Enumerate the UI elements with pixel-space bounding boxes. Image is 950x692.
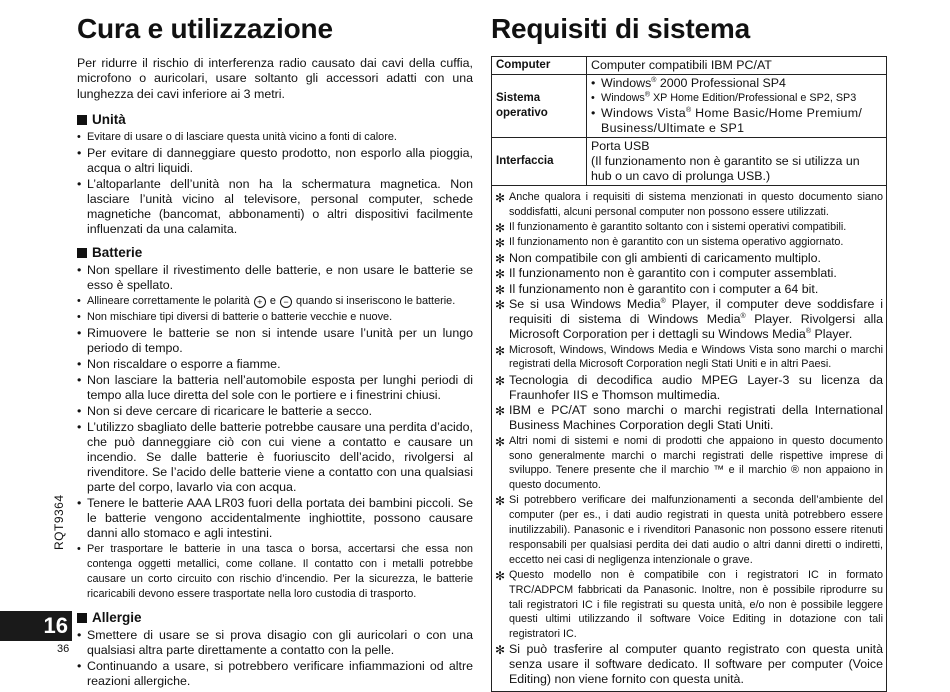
table-value: Computer compatibili IBM PC/AT (587, 57, 887, 75)
note-item: ✻ Si può trasferire al computer quanto registrato con questa unità senza usare il software dedicato. Il software per computer (Voice Editing) non viene fornito con questa unità. (495, 642, 883, 687)
square-bullet-icon (77, 613, 87, 623)
asterisk-icon: ✻ (495, 282, 506, 297)
unita-list (77, 130, 473, 237)
table-row (492, 75, 887, 138)
table-value (587, 75, 887, 138)
os-item: • Windows® 2000 Professional SP4 (591, 76, 882, 91)
asterisk-icon: ✻ (495, 251, 506, 266)
list-item: • Smettere di usare se si prova disagio con gli auricolari o con una qualsiasi altra parte direttamente a contatto con la pelle. (77, 628, 473, 658)
note-item: ✻ Se si usa Windows Media® Player, il computer deve soddisfare i requisiti di sistema di Windows Media® Player. Rivolgersi alla Microsoft Corporation per i dettagli su Windows Media® Player. (495, 297, 883, 342)
list-item: • Non riscaldare o esporre a fiamme. (77, 357, 473, 372)
note-item: ✻ Il funzionamento non è garantito con un sistema operativo aggiornato. (495, 236, 844, 251)
table-key: Sistema operativo (492, 75, 587, 138)
asterisk-icon: ✻ (495, 236, 506, 251)
list-item: • Evitare di usare o di lasciare questa unità vicino a fonti di calore. (77, 130, 473, 145)
asterisk-icon: ✻ (495, 373, 506, 388)
section-heading-unita: Unità (77, 112, 473, 128)
document-code: RQT9364 (52, 494, 66, 550)
asterisk-icon: ✻ (495, 494, 506, 509)
asterisk-icon: ✻ (495, 221, 506, 236)
asterisk-icon: ✻ (495, 404, 506, 419)
note-item: ✻ Questo modello non è compatibile con i registratori IC in formato TRC/ADPCM fabbricati da Panasonic. Inoltre, non è possibile riprodurre su tali registratori IC i file registrati su questa unità, e/o non è possibile leggere questi ultimi utilizzando il software Voice Editing in dotazione con tali registratori IC. (495, 568, 883, 641)
list-item: • Non lasciare la batteria nell’automobile esposta per lunghi periodi di tempo alla luce diretta del sole con le portiere e i finestrini chiusi. (77, 373, 473, 403)
minus-polarity-icon: − (280, 296, 292, 308)
allergie-list (77, 628, 473, 689)
page-title-care: Cura e utilizzazione (77, 13, 333, 44)
note-item: ✻ Il funzionamento è garantito soltanto con i sistemi operativi compatibili. (495, 221, 847, 236)
square-bullet-icon (77, 248, 87, 258)
section-heading-batterie: Batterie (77, 245, 473, 261)
os-item: • Windows Vista® Home Basic/Home Premium/ Business/Ultimate e SP1 (591, 106, 882, 136)
note-item: ✻ Microsoft, Windows, Windows Media e Windows Vista sono marchi o marchi registrati della Microsoft Corporation negli Stati Uniti e in altri Paesi. (495, 343, 883, 371)
note-item: ✻ Non compatibile con gli ambienti di caricamento multiplo. (495, 250, 821, 266)
note-item: ✻ IBM e PC/AT sono marchi o marchi registrati della International Business Machines Corporation degli Stati Uniti. (495, 403, 883, 433)
note-item: ✻ Tecnologia di decodifica audio MPEG Layer-3 su licenza da Fraunhofer IIS e Thomson multimedia. (495, 372, 883, 402)
section-heading-allergie: Allergie (77, 610, 473, 626)
asterisk-icon: ✻ (495, 298, 506, 313)
list-item: • L’utilizzo sbagliato delle batterie potrebbe causare una perdita d’acido, che può danneggiare ciò con cui viene a contatto e causare un incendio. Se dalle batterie è fuoriuscito dell’acido, rivolgersi al rivenditore. Se l’acido delle batterie viene a contatto con una qualsiasi parte del corpo, lavarlo via con acqua. (77, 420, 473, 495)
note-item: ✻ Si potrebbero verificare dei malfunzionamenti a seconda dell’ambiente del computer (per es., i dati audio registrati in questa unità potrebbero essere inutilizzabili). Panasonic e i rivenditori Panasonic non possono essere ritenuti responsabili per qualsiasi perdita dei dati audio o altri danni diretti o indiretti, eccetto nei casi di negligenza intenzionale o grave. (495, 494, 883, 566)
list-item: • L’altoparlante dell’unità non ha la schermatura magnetica. Non lasciare l’unità vicino al televisore, personal computer, schede magnetiche (bancomat, abbonamenti) o altri dispositivi facilmente influenzati da una calamita. (77, 177, 473, 237)
list-item: • Non si deve cercare di ricaricare le batterie a secco. (77, 404, 473, 419)
list-item: • Non spellare il rivestimento delle batterie, e non usare le batterie se esso è spellato. (77, 263, 473, 293)
list-item: • Non mischiare tipi diversi di batterie o batterie vecchie e nuove. (77, 310, 473, 325)
table-row (492, 57, 887, 75)
table-key: Interfaccia (492, 138, 587, 186)
list-item: • Allineare correttamente le polarità + e − quando si inseriscono le batterie. (77, 294, 473, 309)
page-title-requirements: Requisiti di sistema (491, 13, 750, 44)
intro-paragraph: Per ridurre il rischio di interferenza radio causato dai cavi della cuffia, microfono o auricolari, usare soltanto gli accessori adatti con una lunghezza dei cavi inferiore ai 3 metri. (77, 56, 473, 101)
left-column (77, 12, 473, 690)
requirements-table (491, 56, 887, 186)
list-item: • Continuando a usare, si potrebbero verificare infiammazioni od altre reazioni allergiche. (77, 659, 473, 689)
table-row (492, 138, 887, 186)
asterisk-icon: ✻ (495, 191, 506, 205)
asterisk-icon: ✻ (495, 267, 506, 282)
small-page-number: 36 (57, 643, 70, 655)
note-item: ✻ Il funzionamento non è garantito con i computer a 64 bit. (495, 281, 819, 297)
batterie-list (77, 263, 473, 602)
asterisk-icon: ✻ (495, 434, 506, 449)
note-item: ✻ Anche qualora i requisiti di sistema menzionati in questo documento siano soddisfatti, alcuni personal computer non possono essere utilizzati. (495, 191, 883, 218)
list-item: • Rimuovere le batterie se non si intende usare l’unità per un lungo periodo di tempo. (77, 326, 473, 356)
plus-polarity-icon: + (254, 296, 266, 308)
list-item: • Per trasportare le batterie in una tasca o borsa, accertarsi che essa non contenga oggetti metallici, come collane. Il contatto con i metalli potrebbe causare un corto circuito con rischio d’incendio. Per la sicurezza, le batterie ricaricabili devono essere trasportate nella loro custodia di trasporto. (77, 542, 473, 602)
notes-box (491, 186, 887, 692)
table-value: Porta USB (Il funzionamento non è garantito se si utilizza un hub o un cavo di prolunga USB.) (587, 138, 887, 186)
page-number-box: 16 (0, 611, 72, 641)
note-item: ✻ Il funzionamento non è garantito con i computer assemblati. (495, 266, 837, 282)
asterisk-icon: ✻ (495, 568, 506, 583)
table-key: Computer (492, 57, 587, 75)
list-item: • Per evitare di danneggiare questo prodotto, non esporlo alla pioggia, acqua o altri liquidi. (77, 146, 473, 176)
os-item: • Windows® XP Home Edition/Professional e SP2, SP3 (591, 91, 882, 106)
note-item: ✻ Altri nomi di sistemi e nomi di prodotti che appaiono in questo documento sono generalmente marchi o marchi registrati delle rispettive imprese di sviluppo. Tenere presente che il marchio ™ e il marchio ® non appaiono in questo documento. (495, 434, 883, 492)
asterisk-icon: ✻ (495, 643, 506, 658)
list-item: • Tenere le batterie AAA LR03 fuori della portata dei bambini piccoli. Se le batterie vengono accidentalmente inghiottite, possono causare danni allo stomaco e agli intestini. (77, 496, 473, 541)
square-bullet-icon (77, 115, 87, 125)
asterisk-icon: ✻ (495, 343, 506, 358)
right-column (491, 12, 887, 692)
